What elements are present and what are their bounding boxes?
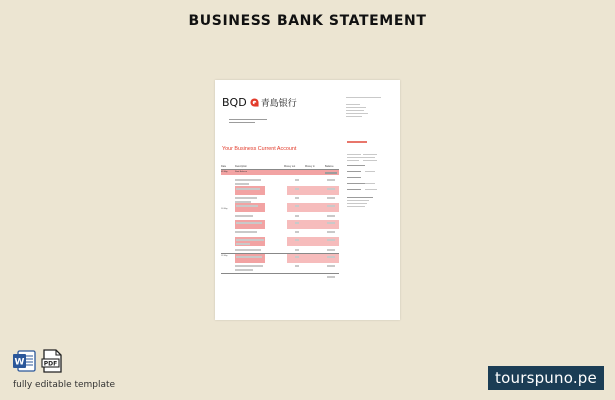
svg-text:W: W [14, 357, 25, 368]
column-balance: Balance [325, 165, 334, 168]
bank-logo-icon [250, 98, 259, 107]
statement-document [215, 80, 400, 320]
file-format-icons [12, 349, 63, 373]
account-title: Your Business Current Account [222, 146, 297, 152]
logo-chinese: 青島银行 [260, 99, 297, 109]
brand-badge[interactable]: tourspuno.pe [488, 366, 604, 390]
page-title: BUSINESS BANK STATEMENT [188, 13, 427, 29]
word-icon [12, 349, 36, 373]
bank-logo [222, 96, 297, 109]
column-money-in: Money in [305, 165, 315, 168]
column-date: Date [221, 165, 227, 168]
row-date: 03 May [221, 171, 228, 173]
pdf-icon [41, 349, 63, 373]
editable-caption: fully editable template [13, 380, 116, 390]
row-date: 13 May [221, 255, 228, 257]
transactions-table [221, 165, 339, 305]
row-date: 10 May [221, 208, 228, 210]
column-description: Description [235, 165, 247, 168]
logo-latin: BQD [222, 96, 247, 109]
column-money-out: Money out [284, 165, 296, 168]
row-description: Start Balance [235, 171, 248, 173]
svg-text:PDF: PDF [43, 360, 58, 368]
